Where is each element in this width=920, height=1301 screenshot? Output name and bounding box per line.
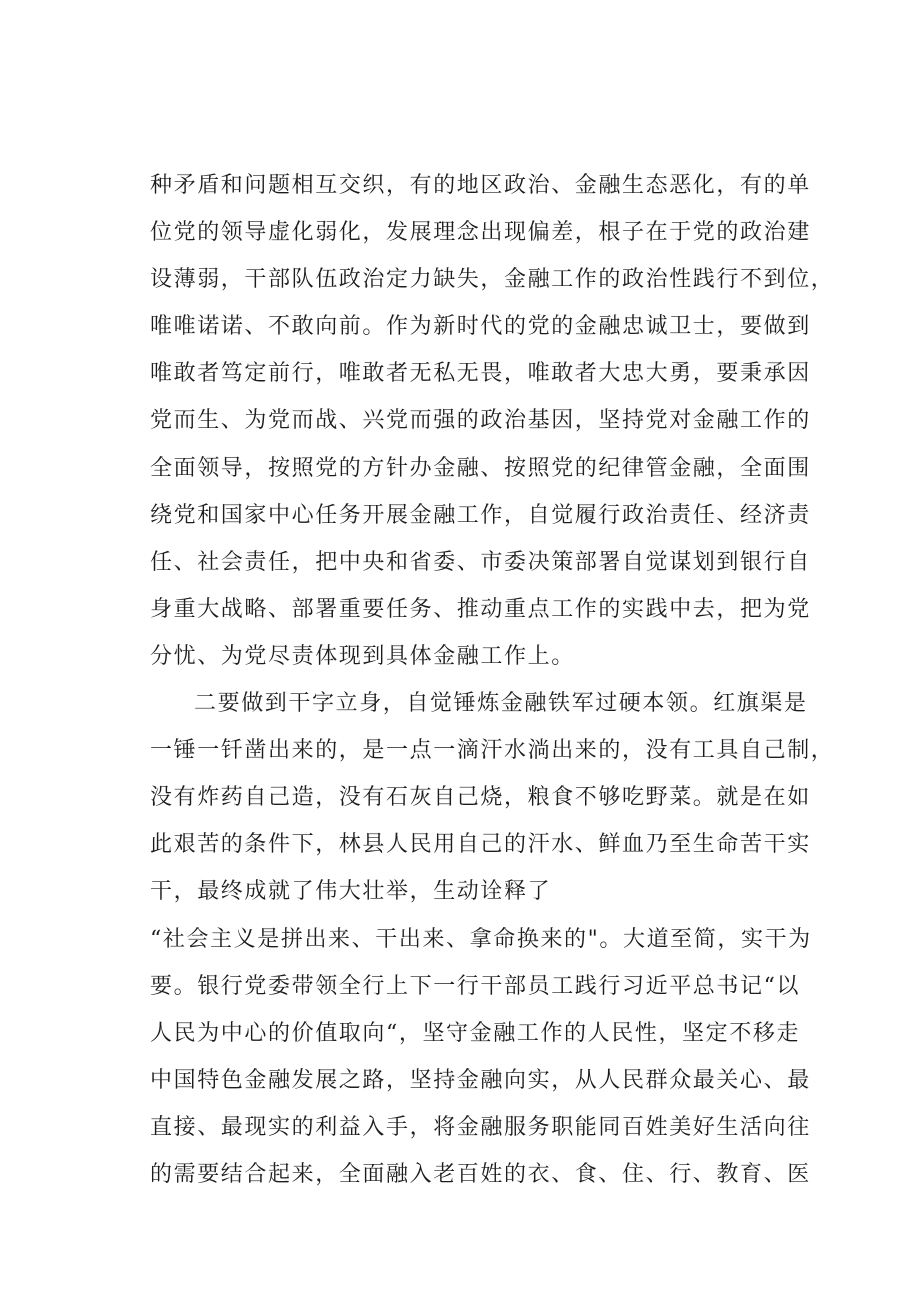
text-line: 人民为中心的价值取向“，坚守金融工作的人民性，坚定不移走 — [150, 1020, 801, 1046]
text-line: 任、社会责任，把中央和省委、市委决策部署自觉谋划到银行自 — [150, 549, 811, 575]
text-line: 直接、最现实的利益入手，将金融服务职能同百姓美好生活向往 — [150, 1114, 811, 1140]
text-line: “社会主义是拼出来、干出来、拿命换来的"。大道至简，实干为 — [150, 926, 812, 952]
text-line: 中国特色金融发展之路，坚持金融向实，从人民群众最关心、最 — [150, 1067, 811, 1093]
text-line: 干，最终成就了伟大壮举，生动诠释了 — [150, 879, 552, 905]
text-line: 设薄弱，干部队伍政治定力缺失，金融工作的政治性践行不到位， — [150, 267, 835, 293]
text-line: 绕党和国家中心任务开展金融工作，自觉履行政治责任、经济责 — [150, 502, 811, 528]
paragraph-start-line: 二要做到干字立身，自觉锤炼金融铁军过硬本领。红旗渠是 — [194, 691, 808, 717]
body-text — [150, 162, 835, 1198]
text-line: 唯敢者笃定前行，唯敢者无私无畏，唯敢者大忠大勇，要秉承因 — [150, 361, 811, 387]
text-line: 种矛盾和问题相互交织，有的地区政治、金融生态恶化，有的单 — [150, 173, 811, 198]
text-line: 身重大战略、部署重要任务、推动重点工作的实践中去，把为党 — [150, 596, 811, 622]
text-line: 的需要结合起来，全面融入老百姓的衣、食、住、行、教育、医 — [150, 1161, 811, 1187]
text-line: 全面领导，按照党的方针办金融、按照党的纪律管金融，全面围 — [150, 455, 811, 481]
text-line: 要。银行党委带领全行上下一行干部员工践行习近平总书记“以 — [150, 973, 801, 999]
text-line: 唯唯诺诺、不敢向前。作为新时代的党的金融忠诚卫士，要做到 — [150, 314, 811, 340]
text-line: 位党的领导虚化弱化，发展理念出现偏差，根子在于党的政治建 — [150, 220, 811, 246]
text-line: 没有炸药自己造，没有石灰自己烧，粮食不够吃野菜。就是在如 — [150, 785, 811, 811]
text-line: 此艰苦的条件下，林县人民用自己的汗水、鲜血乃至生命苦干实 — [150, 832, 811, 858]
text-line: 党而生、为党而战、兴党而强的政治基因，坚持党对金融工作的 — [150, 408, 811, 434]
text-line: 分忧、为党尽责体现到具体金融工作上。 — [150, 643, 575, 669]
text-line: 一锤一钎凿出来的，是一点一滴汗水淌出来的，没有工具自己制， — [150, 738, 835, 764]
